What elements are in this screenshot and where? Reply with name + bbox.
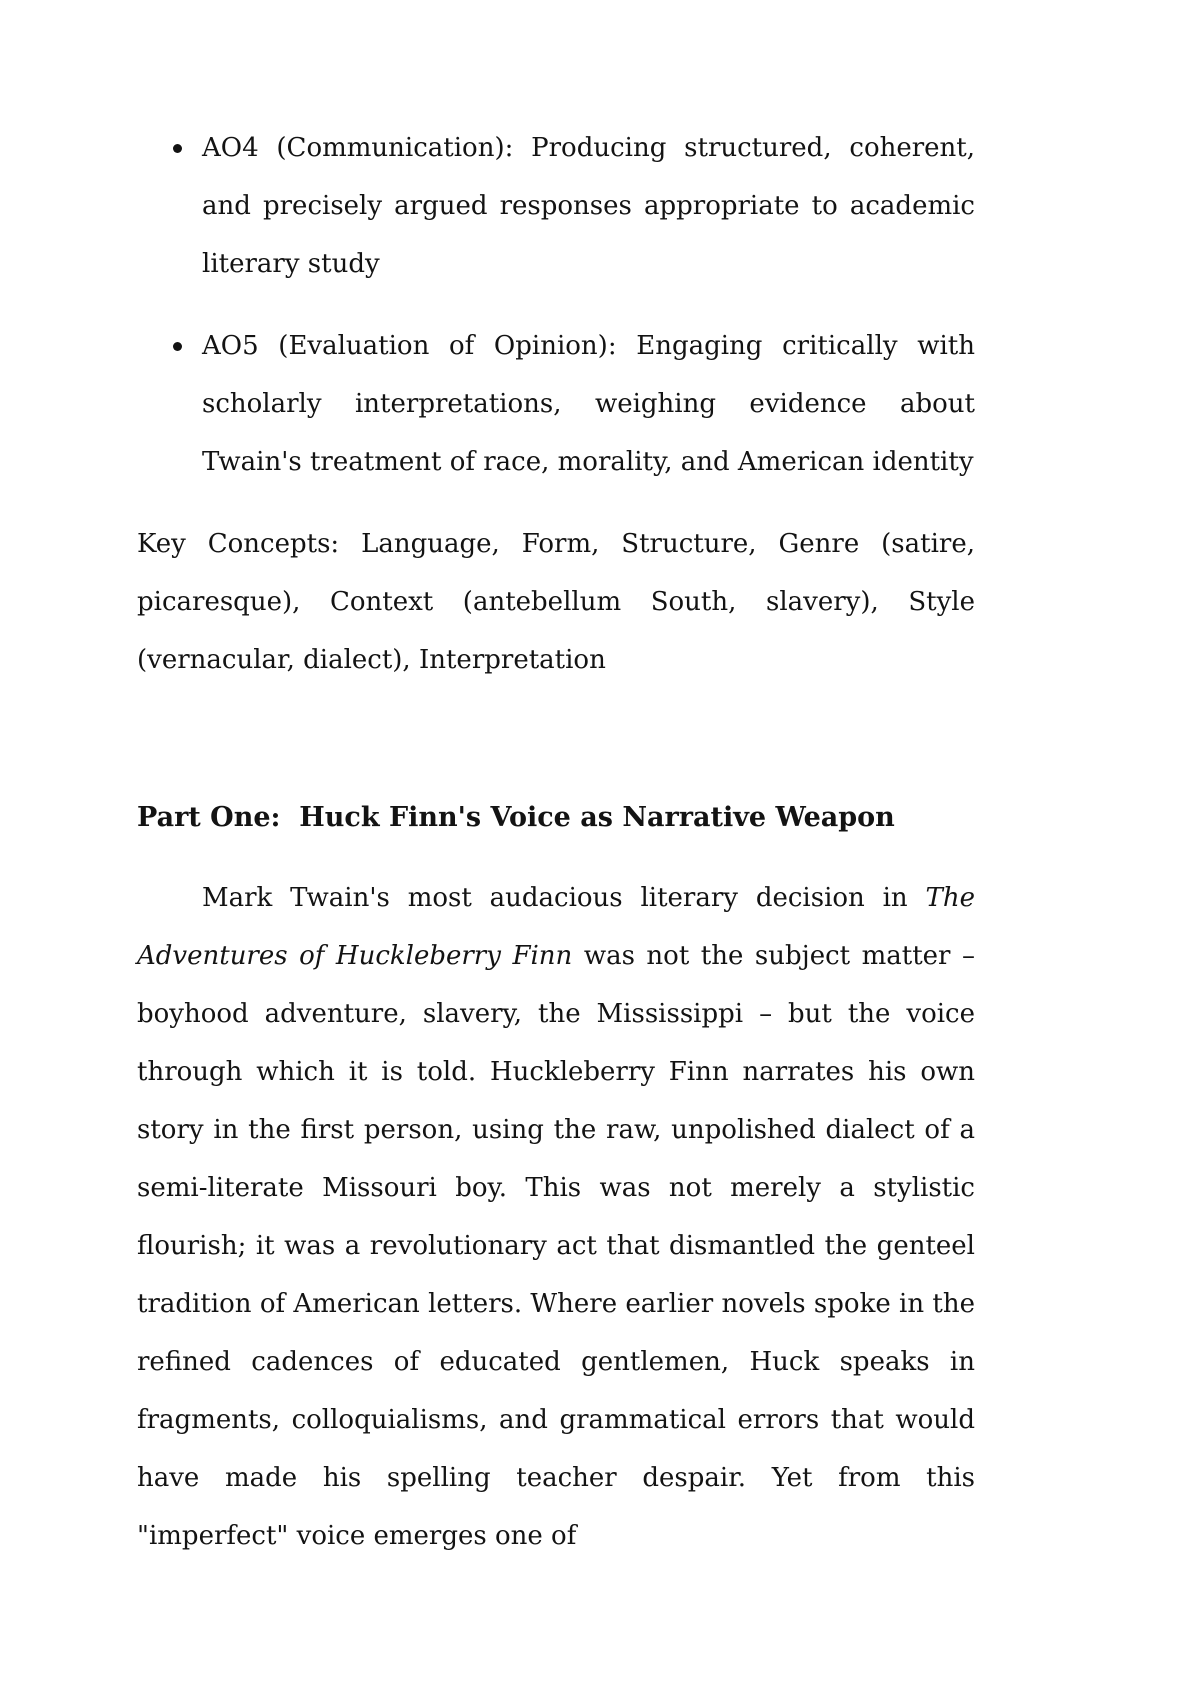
page-content xyxy=(137,119,975,1565)
body-paragraph xyxy=(137,869,975,1565)
assessment-objectives-list xyxy=(137,119,975,491)
book-title-italic: The Adventures of Huckleberry Finn xyxy=(137,883,975,971)
list-item-ao4 xyxy=(137,119,975,293)
list-item-ao5 xyxy=(137,317,975,491)
list-item-text: AO4 (Communication): Producing structured, coherent, and precisely argued responses appropriate to academic literary study xyxy=(202,133,975,279)
section-heading: Part One: Huck Finn's Voice as Narrative Weapon xyxy=(137,802,895,833)
bullet-icon xyxy=(173,342,182,351)
list-item-text: AO5 (Evaluation of Opinion): Engaging critically with scholarly interpretations, weighing evidence about Twain's treatment of race, morality, and American identity xyxy=(202,331,975,477)
key-concepts-paragraph: Key Concepts: Language, Form, Structure, Genre (satire, picaresque), Context (antebellum South, slavery), Style (vernacular, dialect), Interpretation xyxy=(137,529,975,675)
paragraph-text-lead: Mark Twain's most audacious literary decision in xyxy=(202,883,926,913)
paragraph-text-rest: was not the subject matter – boyhood adventure, slavery, the Mississippi – but the voice through which it is told. Huckleberry Finn narrates his own story in the first person, using the raw, unpolished dialect of a semi-literate Missouri boy. This was not merely a stylistic flourish; it was a revolutionary act that dismantled the genteel tradition of American letters. Where earlier novels spoke in the refined cadences of educated gentlemen, Huck speaks in fragments, colloquialisms, and grammatical errors that would have made his spelling teacher despair. Yet from this "imperfect" voice emerges one of xyxy=(137,941,975,1551)
bullet-icon xyxy=(173,144,182,153)
